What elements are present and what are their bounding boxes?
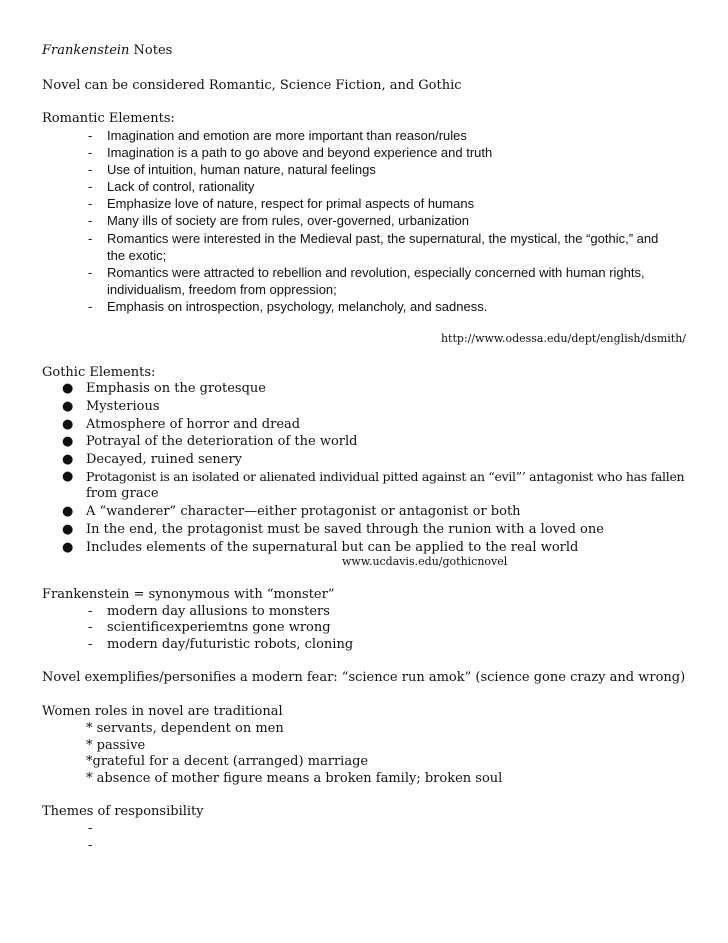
women-item: * passive bbox=[86, 738, 146, 753]
gothic-item: Potrayal of the deterioration of the world bbox=[86, 434, 358, 449]
women-item: *grateful for a decent (arranged) marriage bbox=[86, 754, 369, 769]
gothic-item: Includes elements of the supernatural but can be applied to the real world bbox=[86, 540, 579, 555]
romantic-item: Use of intuition, human nature, natural feelings bbox=[107, 162, 376, 177]
dash-marker: - bbox=[88, 265, 93, 280]
bullet-icon: ● bbox=[62, 522, 74, 537]
frankenstein-item: modern day/futuristic robots, cloning bbox=[107, 637, 354, 652]
dash-marker: - bbox=[88, 604, 93, 619]
bullet-icon: ● bbox=[62, 434, 74, 449]
gothic-heading: Gothic Elements: bbox=[42, 365, 156, 380]
romantic-item: Imagination and emotion are more important than reason/rules bbox=[107, 128, 467, 143]
women-heading: Women roles in novel are traditional bbox=[42, 704, 283, 719]
dash-marker: - bbox=[88, 231, 93, 246]
romantic-item: Emphasize love of nature, respect for primal aspects of humans bbox=[107, 196, 475, 211]
romantic-item: Imagination is a path to go above and beyond experience and truth bbox=[107, 145, 493, 160]
bullet-icon: ● bbox=[62, 399, 74, 414]
dash-marker: - bbox=[88, 299, 93, 314]
gothic-item-continued: from grace bbox=[86, 486, 159, 501]
themes-heading: Themes of responsibility bbox=[42, 804, 204, 819]
romantic-item: Romantics were attracted to rebellion and revolution, especially concerned with human rights, bbox=[107, 265, 645, 280]
gothic-item: Decayed, ruined senery bbox=[86, 452, 243, 467]
gothic-item: Mysterious bbox=[86, 399, 160, 414]
bullet-icon: ● bbox=[62, 417, 74, 432]
title-italic: Frankenstein bbox=[42, 43, 130, 58]
gothic-item: A “wanderer” character—either protagonist or antagonist or both bbox=[86, 504, 521, 519]
page-title bbox=[42, 42, 700, 59]
gothic-item: In the end, the protagonist must be saved through the runion with a loved one bbox=[86, 522, 604, 537]
bullet-icon: ● bbox=[62, 504, 74, 519]
gothic-item: Emphasis on the grotesque bbox=[86, 381, 266, 396]
romantic-item-continued: the exotic; bbox=[107, 248, 167, 263]
dash-marker: - bbox=[88, 620, 93, 635]
gothic-item: Atmosphere of horror and dread bbox=[86, 417, 301, 432]
gothic-source-citation: www.ucdavis.edu/gothicnovel bbox=[342, 555, 508, 568]
fear-line: Novel exemplifies/personifies a modern fear: “science run amok” (science gone crazy and wrong) bbox=[42, 670, 686, 685]
frankenstein-item: modern day allusions to monsters bbox=[107, 604, 330, 619]
empty-dash-item: - bbox=[88, 821, 93, 836]
frankenstein-item: scientificexperiemtns gone wrong bbox=[107, 620, 331, 635]
women-item: * absence of mother figure means a broken family; broken soul bbox=[86, 771, 503, 786]
dash-marker: - bbox=[88, 179, 93, 194]
intro-line: Novel can be considered Romantic, Science Fiction, and Gothic bbox=[42, 78, 462, 93]
romantic-item: Romantics were interested in the Medieval past, the supernatural, the mystical, the “gothic,” and bbox=[107, 231, 659, 246]
romantic-item: Many ills of society are from rules, over-governed, urbanization bbox=[107, 213, 469, 228]
romantic-source-citation: http://www.odessa.edu/dept/english/dsmith/ bbox=[440, 332, 686, 345]
women-item: * servants, dependent on men bbox=[86, 721, 284, 736]
title-rest: Notes bbox=[129, 43, 173, 58]
romantic-heading: Romantic Elements: bbox=[42, 111, 175, 126]
dash-marker: - bbox=[88, 637, 93, 652]
romantic-item: Emphasis on introspection, psychology, melancholy, and sadness. bbox=[107, 299, 488, 314]
dash-marker: - bbox=[88, 196, 93, 211]
romantic-item: Lack of control, rationality bbox=[107, 179, 255, 194]
frankenstein-heading: Frankenstein = synonymous with “monster” bbox=[42, 587, 335, 602]
bullet-icon: ● bbox=[62, 452, 74, 467]
dash-marker: - bbox=[88, 145, 93, 160]
bullet-icon: ● bbox=[62, 540, 74, 555]
bullet-icon: ● bbox=[62, 381, 74, 396]
dash-marker: - bbox=[88, 162, 93, 177]
dash-marker: - bbox=[88, 213, 93, 228]
romantic-item-continued: individualism, freedom from oppression; bbox=[107, 282, 337, 297]
gothic-item: Protagonist is an isolated or alienated individual pitted against an “evil”’ antagonist who has fallen bbox=[86, 469, 685, 484]
empty-dash-item: - bbox=[88, 838, 93, 853]
bullet-icon: ● bbox=[62, 469, 74, 484]
dash-marker: - bbox=[88, 128, 93, 143]
